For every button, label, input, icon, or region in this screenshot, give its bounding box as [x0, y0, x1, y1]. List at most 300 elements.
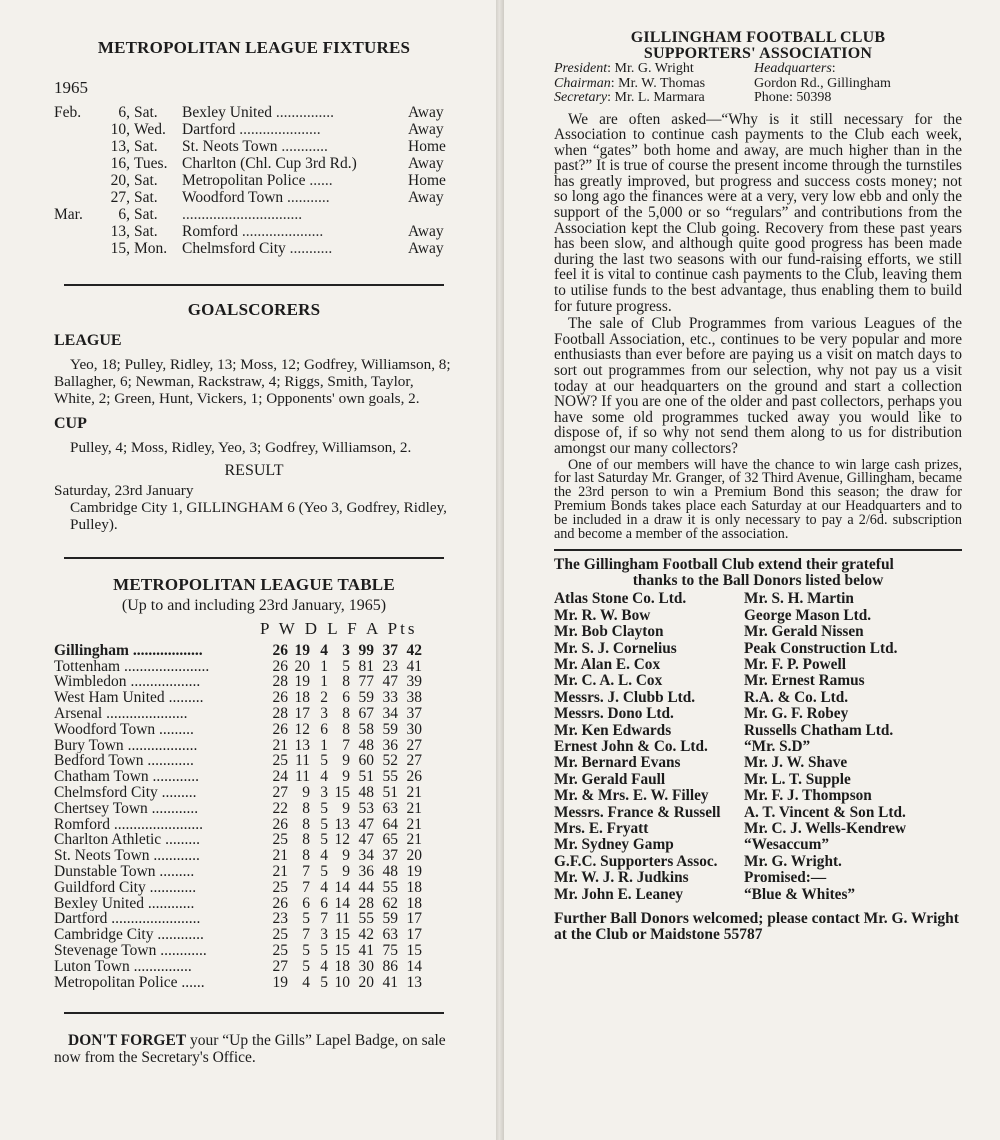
stat-p: 26	[272, 689, 288, 707]
fixture-venue: Home	[408, 138, 446, 155]
donor-name: Mr. R. W. Bow	[554, 606, 651, 624]
team-name: West Ham United .........	[54, 690, 204, 706]
donor-name: Mrs. E. Fryatt	[554, 820, 649, 838]
donor-name: Mr. John E. Leaney	[554, 885, 684, 903]
donor-name: Mr. S. H. Martin	[744, 590, 854, 608]
donor-row	[554, 755, 962, 771]
stat-w: 8	[302, 799, 310, 817]
team-name: Charlton Athletic .........	[54, 832, 200, 849]
stat-p: 26	[272, 657, 288, 675]
donor-name: Mr. Bob Clayton	[554, 623, 664, 641]
table-row	[54, 706, 454, 722]
stat-pts: 13	[406, 973, 422, 991]
donor-name: Promised:—	[744, 869, 827, 887]
donor-name: Messrs. Dono Ltd.	[554, 705, 674, 723]
stat-a: 47	[382, 673, 398, 691]
donor-row	[554, 772, 962, 788]
fixture-day: 27,	[110, 189, 130, 206]
fixture-month	[54, 155, 98, 172]
result-label: RESULT	[224, 462, 284, 479]
stat-w: 11	[295, 752, 310, 770]
stat-l: 9	[342, 799, 350, 817]
team-name: Chelmsford City .........	[54, 784, 197, 801]
league-table	[54, 621, 454, 990]
stat-l: 6	[342, 689, 350, 707]
fixture-venue: Away	[408, 189, 444, 206]
stat-f: 47	[358, 815, 374, 833]
goalscorers-title: GOALSCORERS	[187, 300, 321, 319]
fixture-month	[54, 223, 98, 240]
donor-name: Mr. W. J. R. Judkins	[554, 869, 689, 887]
fixture-day: 15,	[110, 240, 130, 257]
fixtures-title: METROPOLITAN LEAGUE FIXTURES	[97, 38, 411, 57]
paragraph-premium-bonds: One of our members will have the chance to win large cash prizes, for last Saturday Mr. Granger, of 32 Third Avenue, Gillingham, became the 23rd person to win a Premium Bond this season; the draw for Premium Bonds takes place each Saturday at our Headquarters and to be included in a draw it is only necessary to pay a 2/6d. subscription and become a member of the association.	[554, 456, 962, 542]
fixture-row	[54, 206, 454, 223]
fixture-weekday: Sat.	[134, 172, 158, 189]
donor-name: Mr. C. J. Wells-Kendrew	[744, 820, 907, 838]
league-scorers: Yeo, 18; Pulley, Ridley, 13; Moss, 12; Godfrey, Williamson, 8; Ballagher, 6; Newman, Rackstraw, 4; Riggs, Smith, Taylor, White, 2; Green, Hunt, Vickers, 1; Opponents' own goals, 2.	[54, 356, 451, 407]
stat-pts: 30	[406, 720, 422, 738]
donor-row	[554, 723, 962, 739]
fixture-venue: Away	[408, 240, 444, 257]
fixture-opponent: Charlton (Chl. Cup 3rd Rd.)	[182, 155, 357, 172]
donor-name: Messrs. J. Clubb Ltd.	[554, 688, 696, 706]
stat-pts: 17	[406, 910, 422, 928]
stat-f: 55	[358, 910, 374, 928]
fixture-row	[54, 240, 454, 257]
stat-w: 19	[294, 641, 310, 659]
stat-p: 25	[272, 831, 288, 849]
fixture-weekday: Wed.	[134, 121, 166, 138]
stat-a: 59	[382, 720, 398, 738]
stat-w: 7	[302, 926, 310, 944]
donor-name: “Mr. S.D”	[744, 738, 811, 755]
fixtures-list	[54, 104, 454, 257]
table-row	[54, 674, 454, 690]
table-row	[54, 690, 454, 706]
stat-l: 3	[342, 641, 350, 659]
fixture-day: 6,	[118, 104, 130, 121]
fixtures-year: 1965	[54, 78, 88, 97]
paragraph-programmes: The sale of Club Programmes from various Leagues of the Football Association, etc., continues to be very popular and more enthusiasts than ever before are paying us a visit on match days to sort out programmes from our selection, why not pay us a visit today at our headquarters on the ground and start a collection NOW? If you are one of the older and past collectors, perhaps you have some old programmes tucked away you would like to dispose of, if so why not send them along to us for distribution amongst our many collectors?	[554, 315, 962, 457]
stat-d: 5	[320, 941, 328, 959]
donor-name: Mr. Ernest Ramus	[744, 672, 865, 690]
stat-l: 8	[342, 673, 350, 691]
donor-row	[554, 706, 962, 722]
stat-w: 4	[302, 973, 310, 991]
stat-pts: 19	[406, 862, 422, 880]
table-row	[54, 738, 454, 754]
stat-l: 15	[334, 926, 350, 944]
team-name: Metropolitan Police ......	[54, 974, 205, 991]
table-row	[54, 864, 454, 880]
stat-pts: 26	[406, 768, 422, 786]
fixture-row	[54, 189, 454, 206]
stat-p: 26	[272, 815, 288, 833]
stat-d: 6	[320, 720, 328, 738]
donor-name: Mr. Gerald Nissen	[744, 623, 864, 641]
divider	[554, 549, 962, 551]
fixture-opponent: Dartford .....................	[182, 121, 321, 138]
team-name: Arsenal .....................	[54, 705, 188, 722]
stat-d: 5	[320, 752, 328, 770]
donor-name: Mr. Alan E. Cox	[554, 655, 661, 673]
team-name: Stevenage Town ............	[54, 942, 207, 959]
association-title: GILLINGHAM FOOTBALL CLUB	[630, 29, 886, 46]
table-row	[54, 959, 454, 975]
team-name: St. Neots Town ............	[54, 848, 200, 864]
stat-pts: 21	[406, 815, 422, 833]
stat-l: 13	[334, 815, 350, 833]
stat-f: 67	[358, 704, 374, 722]
stat-a: 64	[382, 815, 398, 833]
stat-a: 41	[382, 973, 398, 991]
donor-name: Mr. G. F. Robey	[744, 705, 849, 723]
stat-w: 19	[294, 673, 310, 691]
table-row	[54, 785, 454, 801]
donor-name: Mr. Ken Edwards	[554, 721, 672, 739]
table-row	[54, 848, 454, 864]
officers: President: Mr. G. Wright Headquarters: Chairman: Mr. W. Thomas Gordon Rd., Gillingham Secretary: Mr. L. Marmara Phone: 50398	[554, 61, 891, 105]
stat-p: 26	[272, 641, 288, 659]
donor-row	[554, 624, 962, 640]
stat-p: 28	[272, 704, 288, 722]
fixture-venue: Away	[408, 104, 444, 121]
team-name: Dunstable Town .........	[54, 863, 195, 880]
stat-a: 75	[382, 941, 398, 959]
table-row	[54, 643, 454, 659]
donor-name: Mr. Sydney Gamp	[554, 836, 674, 854]
stat-f: 48	[358, 736, 374, 754]
stat-f: 41	[358, 941, 374, 959]
fixture-weekday: Sat.	[134, 104, 158, 121]
association-subtitle: SUPPORTERS' ASSOCIATION	[643, 45, 873, 62]
result-text: Cambridge City 1, GILLINGHAM 6 (Yeo 3, Godfrey, Ridley, Pulley).	[70, 499, 447, 533]
stat-a: 34	[382, 704, 398, 722]
donor-row	[554, 690, 962, 706]
team-name: Wimbledon ..................	[54, 674, 201, 691]
stat-f: 42	[358, 926, 374, 944]
stat-w: 20	[294, 657, 310, 675]
stat-pts: 39	[406, 673, 422, 691]
table-row	[54, 832, 454, 848]
table-subtitle: (Up to and including 23rd January, 1965)	[121, 597, 387, 614]
stat-d: 3	[320, 704, 328, 722]
further-donors: Further Ball Donors welcomed; please contact Mr. G. Wright at the Club or Maidstone 55787	[554, 910, 959, 944]
stat-pts: 27	[406, 752, 422, 770]
stat-a: 51	[382, 783, 398, 801]
stat-f: 77	[358, 673, 374, 691]
team-name: Chertsey Town ............	[54, 800, 199, 817]
stat-p: 26	[272, 894, 288, 912]
team-name: Bedford Town ............	[54, 753, 194, 770]
fixture-row	[54, 138, 454, 155]
stat-w: 13	[294, 736, 310, 754]
fixture-day: 20,	[110, 172, 130, 189]
donor-row	[554, 657, 962, 673]
fixture-venue: Home	[408, 172, 446, 189]
stat-pts: 21	[406, 831, 422, 849]
fixture-opponent: Romford .....................	[182, 223, 324, 240]
stat-f: 58	[358, 720, 374, 738]
fixture-weekday: Sat.	[134, 138, 158, 155]
fixture-weekday: Mon.	[134, 240, 168, 257]
team-name: Bexley United ............	[54, 895, 195, 912]
fixture-month	[54, 240, 98, 257]
stat-pts: 14	[406, 957, 422, 975]
dont-forget-notice: DON'T FORGET your “Up the Gills” Lapel Badge, on sale now from the Secretary's Office.	[54, 1032, 446, 1067]
stat-l: 9	[342, 847, 350, 865]
stat-a: 23	[382, 657, 398, 675]
fixture-weekday: Tues.	[134, 155, 168, 172]
table-row	[54, 722, 454, 738]
donor-name: “Wesaccum”	[744, 836, 829, 854]
table-row	[54, 801, 454, 817]
stat-a: 55	[382, 878, 398, 896]
stat-l: 8	[342, 720, 350, 738]
fixture-row	[54, 172, 454, 189]
stat-p: 21	[272, 736, 288, 754]
donor-row	[554, 641, 962, 657]
stat-pts: 21	[406, 783, 422, 801]
stat-f: 47	[358, 831, 374, 849]
stat-f: 28	[358, 894, 374, 912]
fixture-day: 13,	[110, 138, 130, 155]
league-label: LEAGUE	[54, 332, 122, 349]
stat-d: 3	[320, 783, 328, 801]
stat-d: 5	[320, 815, 328, 833]
stat-f: 34	[358, 847, 374, 865]
stat-a: 37	[382, 847, 398, 865]
fixture-month	[54, 189, 98, 206]
donor-name: Russells Chatham Ltd.	[744, 721, 894, 739]
stat-l: 10	[334, 973, 350, 991]
donor-row	[554, 805, 962, 821]
stat-d: 1	[320, 673, 328, 691]
stat-f: 36	[358, 862, 374, 880]
stat-l: 18	[334, 957, 350, 975]
donor-name: Messrs. France & Russell	[554, 803, 721, 821]
donor-row	[554, 887, 962, 903]
stat-d: 3	[320, 926, 328, 944]
donor-name: Peak Construction Ltd.	[744, 639, 898, 657]
donors-list	[554, 591, 962, 903]
fixture-opponent: Metropolitan Police ......	[182, 172, 333, 189]
stat-a: 62	[382, 894, 398, 912]
fixture-weekday: Sat.	[134, 206, 158, 223]
donor-row	[554, 837, 962, 853]
stat-a: 59	[382, 910, 398, 928]
stat-l: 15	[334, 783, 350, 801]
stat-d: 1	[320, 736, 328, 754]
donor-row	[554, 608, 962, 624]
stat-l: 11	[335, 910, 350, 928]
fixture-day: 6,	[118, 206, 130, 223]
team-name: Luton Town ...............	[54, 958, 192, 975]
fixture-month	[54, 138, 98, 155]
fixture-venue: Away	[408, 223, 444, 240]
team-name: Gillingham ..................	[54, 642, 203, 659]
fixture-row	[54, 104, 454, 121]
stat-d: 4	[320, 641, 328, 659]
fixture-day: 10,	[110, 121, 130, 138]
stat-d: 5	[320, 973, 328, 991]
table-row	[54, 927, 454, 943]
stat-a: 37	[382, 641, 398, 659]
team-name: Romford .......................	[54, 816, 203, 833]
stat-p: 23	[272, 910, 288, 928]
table-header: P W D L F A Pts	[260, 619, 418, 638]
table-row	[54, 975, 454, 991]
stat-w: 8	[302, 815, 310, 833]
donor-name: George Mason Ltd.	[744, 606, 872, 624]
stat-pts: 20	[406, 847, 422, 865]
stat-a: 86	[382, 957, 398, 975]
stat-l: 9	[342, 752, 350, 770]
stat-d: 4	[320, 957, 328, 975]
result-date: Saturday, 23rd January	[54, 482, 194, 499]
stat-w: 7	[302, 862, 310, 880]
donor-row	[554, 788, 962, 804]
table-title: METROPOLITAN LEAGUE TABLE	[113, 575, 395, 594]
donor-name: Mr. C. A. L. Cox	[554, 672, 663, 690]
stat-p: 26	[272, 720, 288, 738]
right-page	[504, 0, 1000, 1140]
donor-name: “Blue & Whites”	[744, 885, 856, 903]
stat-l: 9	[342, 862, 350, 880]
stat-pts: 27	[406, 736, 422, 754]
stat-f: 44	[358, 878, 374, 896]
stat-w: 18	[294, 689, 310, 707]
donor-name: Mr. L. T. Supple	[744, 770, 851, 788]
stat-f: 59	[358, 689, 374, 707]
donor-name: Ernest John & Co. Ltd.	[554, 738, 708, 755]
donor-name: Mr. & Mrs. E. W. Filley	[554, 787, 709, 805]
divider	[64, 284, 444, 286]
stat-p: 21	[272, 862, 288, 880]
stat-pts: 15	[406, 941, 422, 959]
stat-p: 25	[272, 926, 288, 944]
fixture-venue: Away	[408, 121, 444, 138]
stat-p: 25	[272, 878, 288, 896]
donor-name: Mr. Bernard Evans	[554, 754, 681, 772]
stat-pts: 17	[406, 926, 422, 944]
stat-w: 7	[302, 878, 310, 896]
donor-row	[554, 591, 962, 607]
stat-a: 55	[382, 768, 398, 786]
donor-name: Mr. S. J. Cornelius	[554, 639, 677, 657]
fixture-opponent: Bexley United ...............	[182, 104, 334, 121]
stat-pts: 18	[406, 878, 422, 896]
table-row	[54, 659, 454, 675]
stat-w: 8	[302, 847, 310, 865]
stat-w: 11	[295, 768, 310, 786]
stat-d: 5	[320, 831, 328, 849]
stat-f: 99	[358, 641, 374, 659]
donor-name: Mr. F. J. Thompson	[744, 787, 872, 805]
fixture-opponent: Chelmsford City ...........	[182, 240, 333, 257]
stat-f: 60	[358, 752, 374, 770]
stat-w: 17	[294, 704, 310, 722]
team-name: Woodford Town .........	[54, 721, 194, 738]
table-row	[54, 896, 454, 912]
table-row	[54, 880, 454, 896]
fixture-day: 16,	[110, 155, 130, 172]
team-name: Guildford City ............	[54, 879, 197, 896]
donors-heading: The Gillingham Football Club extend their grateful thanks to the Ball Donors listed below	[554, 556, 894, 590]
donor-name: Mr. F. P. Powell	[744, 655, 846, 673]
stat-f: 53	[358, 799, 374, 817]
stat-p: 27	[272, 783, 288, 801]
stat-w: 6	[302, 894, 310, 912]
donor-row	[554, 821, 962, 837]
stat-pts: 38	[406, 689, 422, 707]
stat-f: 20	[358, 973, 374, 991]
stat-p: 24	[272, 768, 288, 786]
table-row	[54, 753, 454, 769]
donor-name: A. T. Vincent & Son Ltd.	[744, 803, 906, 821]
team-name: Chatham Town ............	[54, 769, 200, 785]
fixture-row	[54, 121, 454, 138]
donor-name: Mr. G. Wright.	[744, 852, 842, 870]
fixture-weekday: Sat.	[134, 223, 158, 240]
stat-w: 5	[302, 941, 310, 959]
stat-pts: 18	[406, 894, 422, 912]
stat-d: 5	[320, 862, 328, 880]
stat-f: 51	[358, 768, 374, 786]
fixture-month: Mar.	[54, 206, 83, 223]
stat-p: 21	[272, 847, 288, 865]
stat-l: 14	[334, 878, 350, 896]
stat-f: 48	[358, 783, 374, 801]
cup-label: CUP	[54, 415, 87, 432]
fixture-month	[54, 172, 98, 189]
stat-l: 15	[334, 941, 350, 959]
stat-f: 30	[358, 957, 374, 975]
stat-p: 19	[272, 973, 288, 991]
cup-scorers: Pulley, 4; Moss, Ridley, Yeo, 3; Godfrey, Williamson, 2.	[70, 439, 412, 456]
stat-a: 52	[382, 752, 398, 770]
donor-row	[554, 854, 962, 870]
fixture-weekday: Sat.	[134, 189, 158, 206]
stat-d: 6	[320, 894, 328, 912]
donor-name: Mr. Gerald Faull	[554, 770, 666, 788]
stat-l: 5	[342, 657, 350, 675]
stat-p: 27	[272, 957, 288, 975]
stat-pts: 42	[406, 641, 422, 659]
fixture-opponent: St. Neots Town ............	[182, 138, 328, 155]
stat-d: 4	[320, 847, 328, 865]
fixture-row	[54, 155, 454, 172]
stat-a: 63	[382, 926, 398, 944]
stat-pts: 37	[406, 704, 422, 722]
stat-d: 2	[320, 689, 328, 707]
stat-p: 28	[272, 673, 288, 691]
stat-l: 12	[334, 831, 350, 849]
team-name: Tottenham ......................	[54, 658, 210, 675]
fixture-venue: Away	[408, 155, 444, 172]
table-row	[54, 817, 454, 833]
donor-name: Mr. J. W. Shave	[744, 754, 848, 772]
stat-d: 7	[320, 910, 328, 928]
donor-row	[554, 673, 962, 689]
stat-l: 9	[342, 768, 350, 786]
donor-name: R.A. & Co. Ltd.	[744, 688, 849, 706]
team-name: Cambridge City ............	[54, 927, 204, 943]
stat-w: 5	[302, 957, 310, 975]
stat-d: 5	[320, 799, 328, 817]
donor-name: Atlas Stone Co. Ltd.	[554, 590, 687, 608]
